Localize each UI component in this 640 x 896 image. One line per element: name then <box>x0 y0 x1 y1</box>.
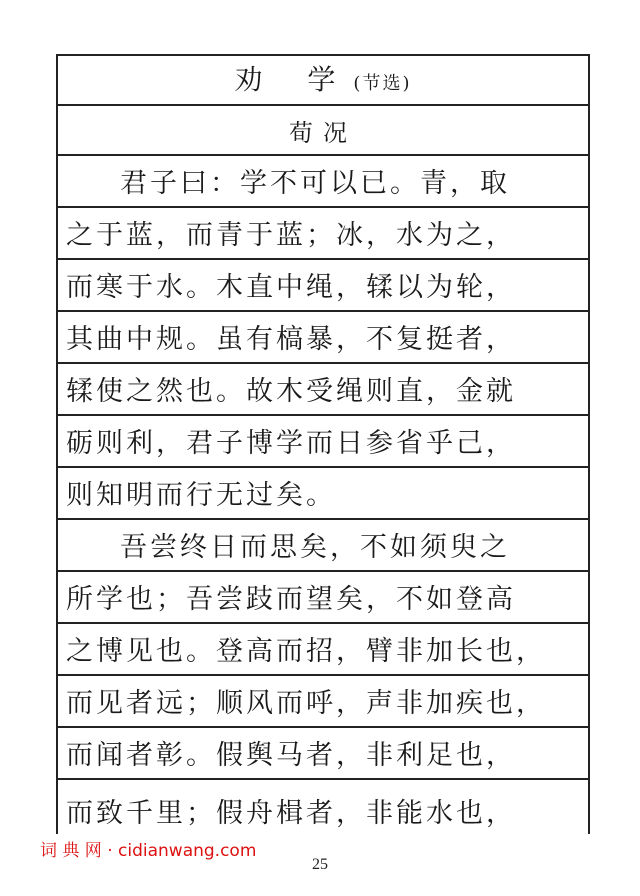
text-line: 则知明而行无过矣。 <box>58 468 588 520</box>
text-line: 吾尝终日而思矣，不如须臾之 <box>58 520 588 572</box>
text-line: 之于蓝，而青于蓝；冰，水为之， <box>58 208 588 260</box>
author-name: 荀况 <box>289 119 357 147</box>
text-line: 所学也；吾尝跂而望矣，不如登高 <box>58 572 588 624</box>
title-note: (节选) <box>353 73 412 94</box>
site-watermark: 词 典 网 · cidianwang.com <box>40 841 257 861</box>
text-line: 𫐓使之然也。故木受绳则直，金就 <box>58 364 588 416</box>
text-line: 砺则利，君子博学而日参省乎己， <box>58 416 588 468</box>
text-line: 而致千里；假舟楫者，非能水也， <box>66 798 516 829</box>
title-row <box>58 56 588 106</box>
text-line: 之博见也。登高而招，臂非加长也， <box>58 624 588 676</box>
text-line: 而见者远；顺风而呼，声非加疾也， <box>58 676 588 728</box>
copybook-grid <box>56 54 590 834</box>
text-line: 君子曰：学不可以已。青，取 <box>58 156 588 208</box>
page-number: 25 <box>312 856 328 873</box>
text-line: 而寒于水。木直中绳，𫐓以为轮， <box>58 260 588 312</box>
text-line: 而闻者彰。假舆马者，非利足也， <box>58 728 588 780</box>
essay-title: 劝 学 <box>234 63 354 96</box>
author-row <box>58 106 588 156</box>
text-line: 其曲中规。虽有槁暴，不复挺者， <box>58 312 588 364</box>
